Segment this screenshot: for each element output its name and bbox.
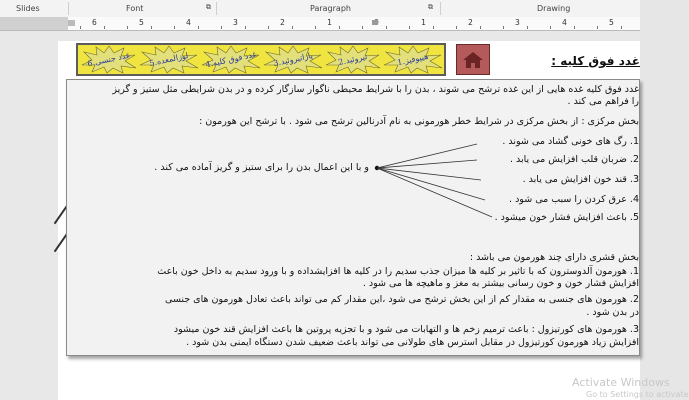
list-item: 2. هورمون های جنسی به مقدار کم از این بخش ترشح می شود ،این مقدار کم می تواند باعث تعادل هورمون های جنسی xyxy=(165,294,639,305)
list-item: 1. هورمون آلدوسترون که با تاثیر بر کلیه ها میزان جذب سدیم را در کلیه ها افزایشداده و با ورود سدیم به داخل خون باعث xyxy=(157,266,639,277)
ruler-tick xyxy=(127,26,128,29)
home-button[interactable] xyxy=(456,44,490,75)
nav-banner xyxy=(76,43,446,76)
text-line: بخش قشری دارای چند هورمون می باشد : xyxy=(469,252,639,263)
ruler-tick xyxy=(433,26,434,29)
ruler-tick xyxy=(362,26,363,29)
ribbon-group-drawing[interactable]: Drawing xyxy=(537,4,571,13)
nav-star-label: 5.لوزالمعده xyxy=(148,50,190,69)
nav-star-label: 6.غدد جنسی xyxy=(86,50,132,69)
ruler-tick xyxy=(574,26,575,29)
ruler-tick xyxy=(104,26,105,29)
ruler-tick xyxy=(151,26,152,29)
home-icon xyxy=(462,51,484,69)
ruler-tick xyxy=(174,26,175,29)
ruler-tick xyxy=(221,26,222,29)
ruler-active-area xyxy=(68,17,640,30)
text-line: غدد فوق کلیه غده هایی از این غده ترشح می شوند ، بدن را با شرایط محیطی ناگوار سازگار کرده و در بدن شرایطی مثل ستیز و گریز xyxy=(112,84,639,95)
activation-watermark-title: Activate Windows xyxy=(572,376,670,389)
list-item: 4. عرق کردن را سبب می شود . xyxy=(509,194,639,205)
ruler-number: 4 xyxy=(186,18,191,27)
text-line: افزایش فشار خون و خون رسانی بیشتر به مغز و ماهیچه ها می شود . xyxy=(362,278,639,289)
ribbon-divider xyxy=(68,2,69,15)
summary-text: و با این اعمال بدن را برای ستیز و گریز آماده می کند . xyxy=(154,162,369,173)
ribbon-group-font[interactable]: Font xyxy=(126,4,144,13)
text-line: بخش مرکزی : از بخش مرکزی در شرایط خطر هورمونی به نام آدرنالین ترشح می شود . با ترشح این هورمون : xyxy=(199,116,639,127)
nav-star-label: 1.هیپوفیز xyxy=(396,51,430,68)
ruler-number: 6 xyxy=(92,18,97,27)
ruler-number: 2 xyxy=(468,18,473,27)
ruler-number: 1 xyxy=(327,18,332,27)
ruler-tick xyxy=(621,26,622,29)
ribbon-divider xyxy=(216,2,217,15)
ruler-tick xyxy=(339,26,340,29)
font-dialog-launcher-icon[interactable]: ⧉ xyxy=(206,3,211,11)
list-item: 1. رگ های خونی گشاد می شوند . xyxy=(502,136,639,147)
ribbon-group-slides[interactable]: Slides xyxy=(16,4,40,13)
ruler-tick xyxy=(597,26,598,29)
text-line: افزایش زیاد هورمون کورتیزول در مقابل استرس های طولانی می تواند باعث ضعیف شدن دستگاه ایمنی بدن شود . xyxy=(186,337,639,348)
list-item: 5. باعث افزایش فشار خون میشود . xyxy=(494,212,639,223)
ruler-number: 2 xyxy=(280,18,285,27)
ruler-tick xyxy=(80,26,81,29)
nav-star-label: 2.تیروئید xyxy=(337,52,369,67)
nav-star-gonads[interactable] xyxy=(80,45,138,74)
ribbon-divider xyxy=(440,2,441,15)
ruler-tick xyxy=(268,26,269,29)
ruler-tick xyxy=(480,26,481,29)
ribbon-group-labels xyxy=(0,0,640,18)
ruler-tick xyxy=(456,26,457,29)
page-title: غدد فوق کلیه : xyxy=(551,54,640,68)
activation-watermark-subtitle: Go to Settings to activate xyxy=(586,390,689,399)
ruler-tick xyxy=(386,26,387,29)
content-textbox[interactable] xyxy=(66,79,640,356)
nav-star-label: 3.پاراتیروئید xyxy=(272,50,314,69)
nav-star-thyroid[interactable] xyxy=(324,45,382,74)
text-line: در بدن شود . xyxy=(586,307,639,318)
nav-star-parathyroid[interactable] xyxy=(262,45,324,74)
ruler-tab-marker[interactable] xyxy=(372,20,378,25)
nav-star-pancreas[interactable] xyxy=(138,45,200,74)
list-item: 3. قند خون افزایش می یابد . xyxy=(522,174,639,185)
ruler-number: 5 xyxy=(609,18,614,27)
list-item: 3. هورمون های کورتیزول : باعث ترمیم زخم ها و التهابات می شود و با تجزیه پروتین ها باعث افزایش قند خون میشود xyxy=(173,324,639,335)
text-line: را فراهم می کند . xyxy=(567,96,639,107)
ruler-tick xyxy=(292,26,293,29)
ruler-tick xyxy=(315,26,316,29)
ribbon-group-paragraph[interactable]: Paragraph xyxy=(310,4,351,13)
paragraph-dialog-launcher-icon[interactable]: ⧉ xyxy=(428,3,433,11)
ruler-tick xyxy=(550,26,551,29)
ruler-number: 4 xyxy=(562,18,567,27)
ruler-tick xyxy=(527,26,528,29)
ruler-tick xyxy=(245,26,246,29)
ruler-indent-marker[interactable] xyxy=(68,20,75,26)
ruler-number: 1 xyxy=(421,18,426,27)
ruler-tick xyxy=(198,26,199,29)
ruler-number: 3 xyxy=(233,18,238,27)
horizontal-ruler[interactable] xyxy=(0,17,640,31)
nav-star-pituitary[interactable] xyxy=(382,45,444,74)
ruler-tick xyxy=(409,26,410,29)
list-item: 2. ضربان قلب افزایش می یابد . xyxy=(509,154,639,165)
nav-star-label: 4.غدد فوق کلیه xyxy=(204,49,258,70)
ruler-number: 5 xyxy=(139,18,144,27)
nav-star-adrenal[interactable] xyxy=(200,45,262,74)
ruler-number: 3 xyxy=(515,18,520,27)
ruler-tick xyxy=(503,26,504,29)
